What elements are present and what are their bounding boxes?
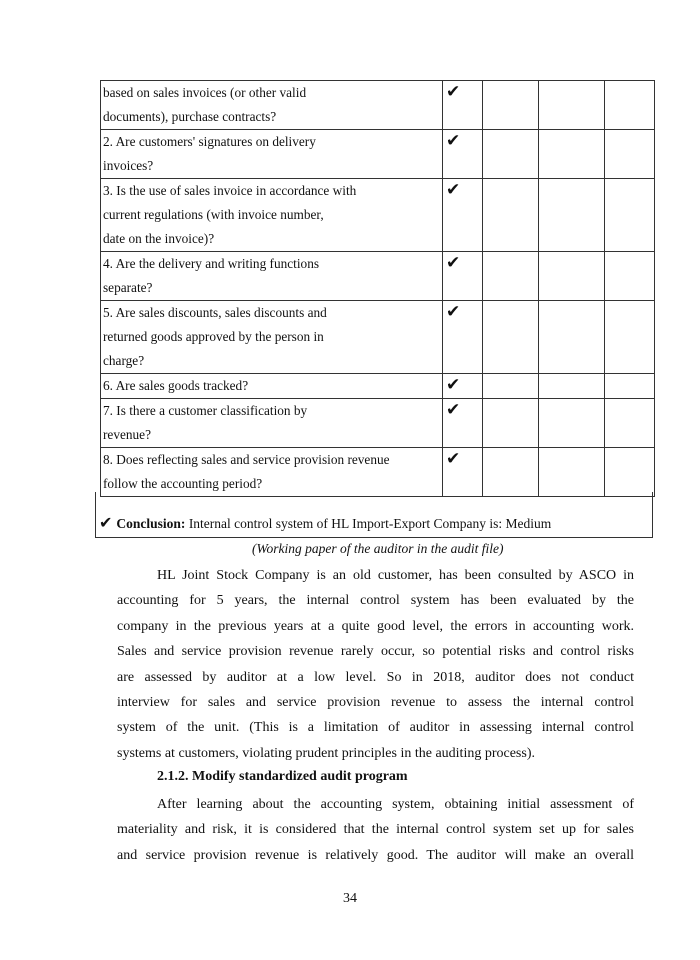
conclusion-text: Internal control system of HL Import-Export Company is: Medium	[185, 516, 552, 531]
empty-cell	[605, 374, 655, 399]
check-cell	[443, 448, 483, 497]
empty-cell	[539, 448, 605, 497]
question-cell: based on sales invoices (or other valid documents), purchase contracts?	[101, 81, 443, 130]
empty-cell	[539, 130, 605, 179]
empty-cell	[483, 374, 539, 399]
table-row	[101, 179, 655, 252]
checkmark-icon: ✔	[446, 400, 461, 420]
empty-cell	[539, 252, 605, 301]
question-cell: 4. Are the delivery and writing functions separate?	[101, 252, 443, 301]
question-cell: 6. Are sales goods tracked?	[101, 374, 443, 399]
paragraph-line: HL Joint Stock Company is an old customer, has been consulted by ASCO in	[157, 568, 634, 583]
paragraph-line: are assessed by auditor at a low level. So in 2018, auditor does not conduct	[117, 669, 634, 685]
table-row	[101, 130, 655, 179]
section-heading: 2.1.2. Modify standardized audit program	[157, 769, 408, 784]
empty-cell	[483, 252, 539, 301]
checkmark-icon: ✔	[446, 180, 461, 200]
page-number: 34	[343, 891, 357, 906]
empty-cell	[605, 179, 655, 252]
empty-cell	[483, 301, 539, 374]
checkmark-icon: ✔	[446, 131, 461, 151]
empty-cell	[483, 81, 539, 130]
empty-cell	[605, 448, 655, 497]
empty-cell	[605, 399, 655, 448]
empty-cell	[483, 399, 539, 448]
empty-cell	[539, 81, 605, 130]
audit-checklist-table	[100, 80, 655, 497]
body-paragraph	[117, 563, 634, 766]
body-paragraph	[117, 792, 634, 868]
empty-cell	[605, 252, 655, 301]
check-cell	[443, 81, 483, 130]
empty-cell	[483, 179, 539, 252]
empty-cell	[539, 301, 605, 374]
empty-cell	[605, 81, 655, 130]
check-cell	[443, 179, 483, 252]
question-cell: 8. Does reflecting sales and service provision revenue follow the accounting period?	[101, 448, 443, 497]
question-cell: 3. Is the use of sales invoice in accordance with current regulations (with invoice number, date on the invoice)?	[101, 179, 443, 252]
check-cell	[443, 399, 483, 448]
check-cell	[443, 374, 483, 399]
checkmark-icon: ✔	[446, 82, 461, 102]
paragraph-line: accounting for 5 years, the internal control system has been evaluated by the	[117, 593, 634, 609]
conclusion-line	[98, 513, 551, 533]
empty-cell	[539, 374, 605, 399]
question-cell: 5. Are sales discounts, sales discounts and returned goods approved by the person in charge?	[101, 301, 443, 374]
empty-cell	[539, 399, 605, 448]
check-cell	[443, 130, 483, 179]
table-row	[101, 448, 655, 497]
checkmark-icon: ✔	[99, 513, 113, 532]
paragraph-line: and service provision revenue is relatively good. The auditor will make an overall	[117, 847, 634, 863]
table-row	[101, 252, 655, 301]
paragraph-line: system of the unit. (This is a limitation of auditor in assessing internal control	[117, 720, 634, 736]
table-caption: (Working paper of the auditor in the audit file)	[252, 541, 504, 556]
check-cell	[443, 252, 483, 301]
checkmark-icon: ✔	[446, 253, 461, 273]
table-row	[101, 81, 655, 130]
paragraph-line: After learning about the accounting system, obtaining initial assessment of	[157, 797, 634, 812]
table-row	[101, 399, 655, 448]
empty-cell	[605, 301, 655, 374]
checkmark-icon: ✔	[446, 302, 461, 322]
paragraph-line: materiality and risk, it is considered that the internal control system set up for sales	[117, 822, 634, 838]
empty-cell	[539, 179, 605, 252]
paragraph-line: systems at customers, violating prudent principles in the auditing process).	[117, 745, 535, 761]
question-cell: 2. Are customers' signatures on delivery invoices?	[101, 130, 443, 179]
empty-cell	[605, 130, 655, 179]
checkmark-icon: ✔	[446, 449, 461, 469]
paragraph-line: company in the previous years at a quite good level, the errors in accounting work.	[117, 618, 634, 634]
empty-cell	[483, 448, 539, 497]
table-row	[101, 301, 655, 374]
empty-cell	[483, 130, 539, 179]
check-cell	[443, 301, 483, 374]
checkmark-icon: ✔	[446, 375, 461, 395]
paragraph-line: Sales and service provision revenue rarely occur, so potential risks and control risks	[117, 644, 634, 660]
paragraph-line: interview for sales and service provision revenue to assess the internal control	[117, 694, 634, 710]
conclusion-label: Conclusion:	[116, 516, 186, 531]
table-row	[101, 374, 655, 399]
question-cell: 7. Is there a customer classification by revenue?	[101, 399, 443, 448]
